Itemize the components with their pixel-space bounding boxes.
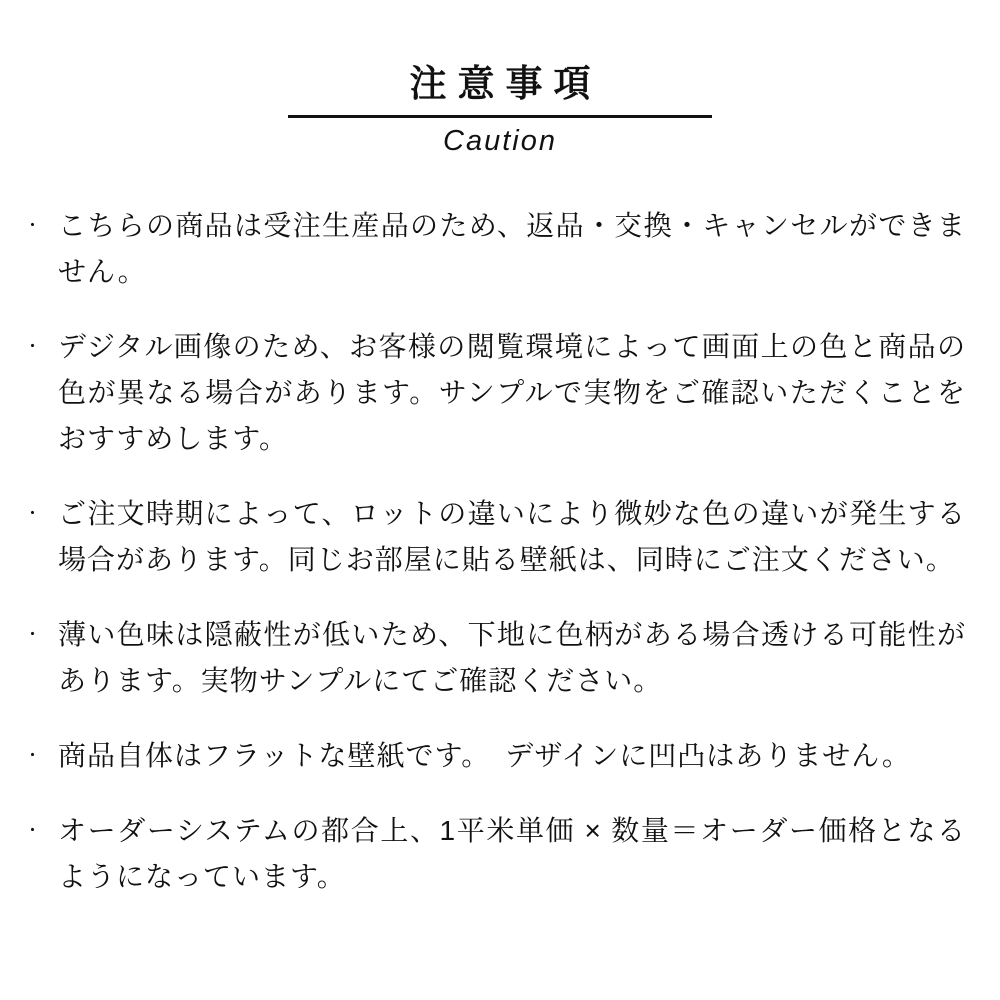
- caution-header: [0, 0, 1000, 159]
- list-item-text: 薄い色味は隠蔽性が低いため、下地に色柄がある場合透ける可能性があります。実物サンプルにてご確認ください。: [58, 619, 966, 696]
- bullet-icon: ・: [24, 821, 42, 840]
- bullet-icon: ・: [24, 625, 42, 644]
- list-item-text: ご注文時期によって、ロットの違いにより微妙な色の違いが発生する場合があります。同じお部屋に貼る壁紙は、同時にご注文ください。: [58, 498, 966, 575]
- list-item-text: デジタル画像のため、お客様の閲覧環境によって画面上の色と商品の色が異なる場合があります。サンプルで実物をご確認いただくことをおすすめします。: [58, 331, 966, 454]
- list-item: [22, 808, 966, 900]
- list-item: [22, 733, 966, 779]
- list-item: [22, 612, 966, 704]
- list-item: [22, 324, 966, 462]
- bullet-icon: ・: [24, 504, 42, 523]
- list-item-text: オーダーシステムの都合上、1平米単価 × 数量＝オーダー価格となるようになっています。: [58, 815, 966, 892]
- list-item-text: 商品自体はフラットな壁紙です。 デザインに凹凸はありません。: [58, 740, 911, 771]
- list-item: [22, 491, 966, 583]
- page-subtitle: Caution: [443, 125, 557, 158]
- bullet-icon: ・: [24, 746, 42, 765]
- bullet-icon: ・: [24, 337, 42, 356]
- title-divider: [288, 115, 712, 118]
- bullet-icon: ・: [24, 216, 42, 235]
- list-item: [22, 203, 966, 295]
- page-title: 注意事項: [409, 63, 602, 104]
- list-item-text: こちらの商品は受注生産品のため、返品・交換・キャンセルができません。: [58, 210, 966, 287]
- caution-list: [22, 203, 966, 929]
